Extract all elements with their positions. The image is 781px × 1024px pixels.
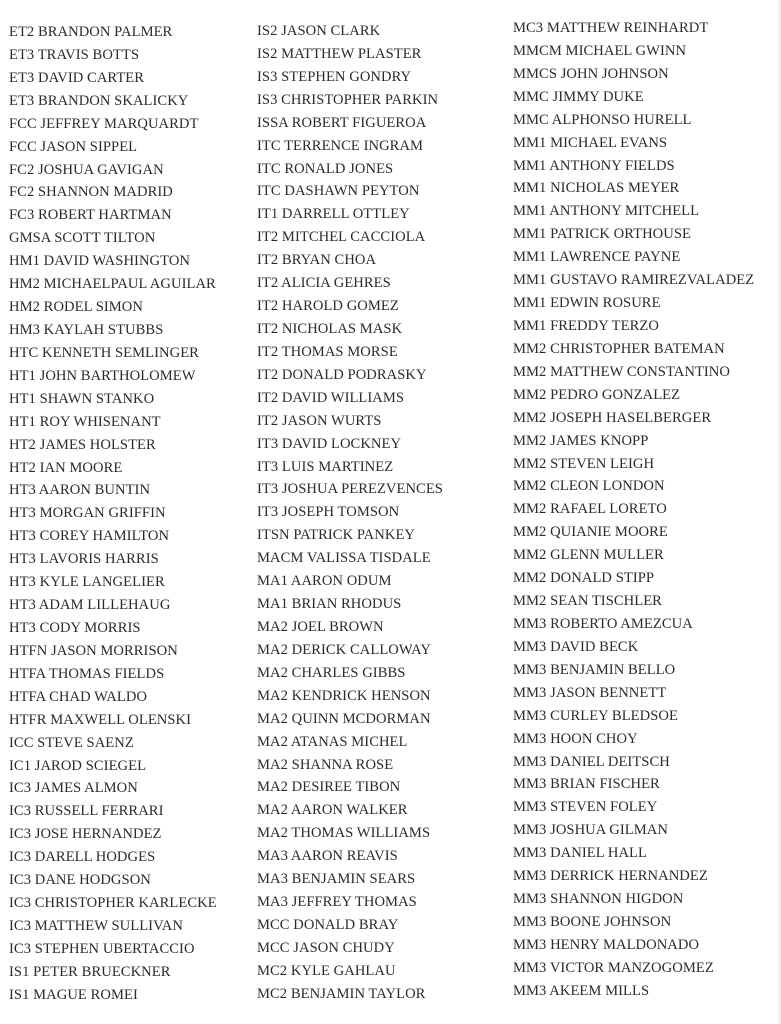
name-entry: MM3 ROBERTO AMEZCUA (513, 615, 693, 632)
name-entry: MM2 CHRISTOPHER BATEMAN (513, 340, 725, 357)
name-entry: HM2 MICHAELPAUL AGUILAR (9, 276, 216, 293)
name-column-1 (9, 21, 217, 1007)
name-entry: MA2 SHANNA ROSE (257, 756, 394, 773)
name-entry: HT3 COREY HAMILTON (9, 528, 170, 545)
name-entry: IS3 CHRISTOPHER PARKIN (257, 91, 439, 108)
name-entry: MM2 MATTHEW CONSTANTINO (513, 363, 730, 380)
name-entry: MMC JIMMY DUKE (513, 88, 644, 105)
name-entry: MC2 KYLE GAHLAU (257, 962, 396, 979)
name-entry: FCC JASON SIPPEL (9, 138, 138, 155)
name-entry: IT3 JOSHUA PEREZVENCES (257, 481, 443, 498)
name-entry: IT2 ALICIA GEHRES (257, 275, 391, 292)
name-entry: MC2 BENJAMIN TAYLOR (257, 985, 426, 1002)
name-entry: IS2 MATTHEW PLASTER (257, 45, 422, 62)
name-entry: MM3 BENJAMIN BELLO (513, 661, 676, 678)
name-entry: MM1 MICHAEL EVANS (513, 134, 668, 151)
name-entry: MA2 CHARLES GIBBS (257, 664, 406, 681)
name-entry: IT2 JASON WURTS (257, 412, 382, 429)
name-entry: MM3 BOONE JOHNSON (513, 913, 672, 930)
name-entry: MM2 JAMES KNOPP (513, 432, 649, 449)
name-entry: MM1 FREDDY TERZO (513, 317, 659, 334)
name-entry: MM3 HOON CHOY (513, 730, 638, 747)
name-entry: IT3 LUIS MARTINEZ (257, 458, 394, 475)
name-entry: IS3 STEPHEN GONDRY (257, 68, 412, 85)
name-entry: IT3 JOSEPH TOMSON (257, 504, 400, 521)
name-entry: HT2 IAN MOORE (9, 459, 123, 476)
name-entry: MA1 BRIAN RHODUS (257, 596, 402, 613)
name-entry: MCC JASON CHUDY (257, 939, 395, 956)
name-column-2 (257, 20, 443, 1006)
name-entry: MM3 BRIAN FISCHER (513, 776, 660, 793)
name-entry: IC3 JAMES ALMON (9, 780, 138, 797)
name-entry: IT2 DAVID WILLIAMS (257, 389, 405, 406)
name-entry: MM2 JOSEPH HASELBERGER (513, 409, 712, 426)
name-entry: MACM VALISSA TISDALE (257, 550, 431, 567)
name-entry: MA2 DESIREE TIBON (257, 779, 401, 796)
name-entry: IT2 MITCHEL CACCIOLA (257, 229, 426, 246)
name-entry: MM3 AKEEM MILLS (513, 982, 650, 999)
name-entry: MA1 AARON ODUM (257, 573, 392, 590)
name-entry: IT2 BRYAN CHOA (257, 252, 377, 269)
name-entry: MM3 VICTOR MANZOGOMEZ (513, 959, 714, 976)
name-entry: MM1 LAWRENCE PAYNE (513, 249, 681, 266)
name-entry: HT3 ADAM LILLEHAUG (9, 597, 171, 614)
name-entry: MCC DONALD BRAY (257, 916, 399, 933)
name-entry: ET3 BRANDON SKALICKY (9, 92, 189, 109)
name-entry: MM3 SHANNON HIGDON (513, 891, 684, 908)
name-entry: FC2 SHANNON MADRID (9, 184, 173, 201)
name-entry: ITC TERRENCE INGRAM (257, 137, 424, 154)
name-entry: MM2 CLEON LONDON (513, 478, 665, 495)
name-entry: MM2 PEDRO GONZALEZ (513, 386, 681, 403)
name-entry: IT2 HAROLD GOMEZ (257, 298, 399, 315)
name-entry: MM1 PATRICK ORTHOUSE (513, 226, 691, 243)
name-entry: MA3 AARON REAVIS (257, 848, 398, 865)
name-entry: MA2 QUINN MCDORMAN (257, 710, 431, 727)
name-entry: IT1 DARRELL OTTLEY (257, 206, 410, 223)
name-entry: MM3 STEVEN FOLEY (513, 799, 658, 816)
name-entry: MM2 RAFAEL LORETO (513, 501, 667, 518)
name-entry: MA3 JEFFREY THOMAS (257, 894, 417, 911)
name-entry: IS1 MAGUE ROMEI (9, 986, 138, 1003)
name-entry: MM2 STEVEN LEIGH (513, 455, 655, 472)
name-entry: HTC KENNETH SEMLINGER (9, 344, 199, 361)
name-entry: IC3 MATTHEW SULLIVAN (9, 917, 183, 934)
name-entry: IT2 NICHOLAS MASK (257, 320, 403, 337)
name-entry: FC3 ROBERT HARTMAN (9, 207, 172, 224)
name-entry: HTFN JASON MORRISON (9, 642, 178, 659)
name-entry: HT2 JAMES HOLSTER (9, 436, 156, 453)
name-entry: MA3 BENJAMIN SEARS (257, 871, 416, 888)
name-entry: IT2 THOMAS MORSE (257, 343, 398, 360)
name-entry: MM1 EDWIN ROSURE (513, 295, 661, 312)
name-entry: MM3 JASON BENNETT (513, 684, 667, 701)
name-entry: HT1 JOHN BARTHOLOMEW (9, 367, 196, 384)
name-entry: IC3 CHRISTOPHER KARLECKE (9, 895, 217, 912)
name-entry: ITC RONALD JONES (257, 160, 394, 177)
name-entry: MMCS JOHN JOHNSON (513, 65, 669, 82)
name-entry: ET2 BRANDON PALMER (9, 24, 173, 40)
name-entry: IT3 DAVID LOCKNEY (257, 435, 402, 452)
name-entry: HT3 AARON BUNTIN (9, 482, 151, 499)
name-entry: IC1 JAROD SCIEGEL (9, 757, 147, 774)
name-entry: ET3 DAVID CARTER (9, 69, 145, 86)
name-entry: ET3 TRAVIS BOTTS (9, 46, 139, 63)
name-column-3 (513, 17, 754, 1003)
name-entry: FC2 JOSHUA GAVIGAN (9, 161, 164, 178)
name-entry: ISSA ROBERT FIGUEROA (257, 114, 427, 131)
name-entry: MM3 CURLEY BLEDSOE (513, 707, 678, 724)
page-edge-shadow (777, 0, 781, 1024)
name-entry: MMCM MICHAEL GWINN (513, 42, 687, 59)
name-entry: MM3 JOSHUA GILMAN (513, 822, 668, 839)
name-entry: FCC JEFFREY MARQUARDT (9, 115, 199, 132)
name-entry: MM3 DERRICK HERNANDEZ (513, 868, 708, 885)
name-entry: MA2 JOEL BROWN (257, 618, 384, 635)
name-entry: GMSA SCOTT TILTON (9, 230, 156, 247)
name-entry: IC3 RUSSELL FERRARI (9, 803, 164, 820)
name-entry: HM2 RODEL SIMON (9, 299, 143, 316)
name-entry: ITSN PATRICK PANKEY (257, 527, 416, 544)
name-entry: MA2 ATANAS MICHEL (257, 733, 408, 750)
name-entry: MM1 ANTHONY MITCHELL (513, 203, 700, 220)
name-entry: HM3 KAYLAH STUBBS (9, 321, 164, 338)
name-entry: MM3 HENRY MALDONADO (513, 936, 700, 953)
name-entry: IC3 STEPHEN UBERTACCIO (9, 940, 195, 957)
name-entry: MM3 DANIEL DEITSCH (513, 753, 670, 770)
name-entry: HT1 ROY WHISENANT (9, 413, 161, 430)
name-entry: HTFA THOMAS FIELDS (9, 665, 165, 682)
name-entry: MA2 THOMAS WILLIAMS (257, 825, 431, 842)
name-entry: IS1 PETER BRUECKNER (9, 963, 171, 980)
name-entry: HM1 DAVID WASHINGTON (9, 253, 190, 270)
name-entry: IT2 DONALD PODRASKY (257, 366, 427, 383)
name-entry: MA2 AARON WALKER (257, 802, 408, 819)
name-entry: MM2 SEAN TISCHLER (513, 593, 662, 610)
name-entry: MC3 MATTHEW REINHARDT (513, 20, 709, 36)
name-entry: IC3 JOSE HERNANDEZ (9, 826, 162, 843)
name-entry: MM1 GUSTAVO RAMIREZVALADEZ (513, 272, 755, 289)
name-entry: MM3 DAVID BECK (513, 638, 639, 655)
name-entry: MMC ALPHONSO HURELL (513, 111, 692, 128)
name-entry: HT3 KYLE LANGELIER (9, 574, 165, 591)
name-entry: HTFR MAXWELL OLENSKI (9, 711, 192, 728)
name-entry: MM2 GLENN MULLER (513, 547, 664, 564)
name-entry: HTFA CHAD WALDO (9, 688, 148, 705)
name-entry: IC3 DARELL HODGES (9, 849, 156, 866)
name-entry: HT3 CODY MORRIS (9, 619, 141, 636)
name-entry: MA2 KENDRICK HENSON (257, 687, 431, 704)
name-entry: ICC STEVE SAENZ (9, 734, 134, 751)
name-entry: MM1 NICHOLAS MEYER (513, 180, 680, 197)
name-entry: MA2 DERICK CALLOWAY (257, 641, 431, 658)
name-entry: MM3 DANIEL HALL (513, 845, 647, 862)
name-entry: MM2 DONALD STIPP (513, 570, 655, 587)
name-entry: MM1 ANTHONY FIELDS (513, 157, 675, 174)
name-entry: IC3 DANE HODGSON (9, 872, 151, 889)
name-entry: HT1 SHAWN STANKO (9, 390, 155, 407)
name-entry: MM2 QUIANIE MOORE (513, 524, 668, 541)
name-entry: HT3 LAVORIS HARRIS (9, 551, 159, 568)
name-entry: HT3 MORGAN GRIFFIN (9, 505, 166, 522)
name-entry: IS2 JASON CLARK (257, 23, 381, 39)
name-entry: ITC DASHAWN PEYTON (257, 183, 420, 200)
